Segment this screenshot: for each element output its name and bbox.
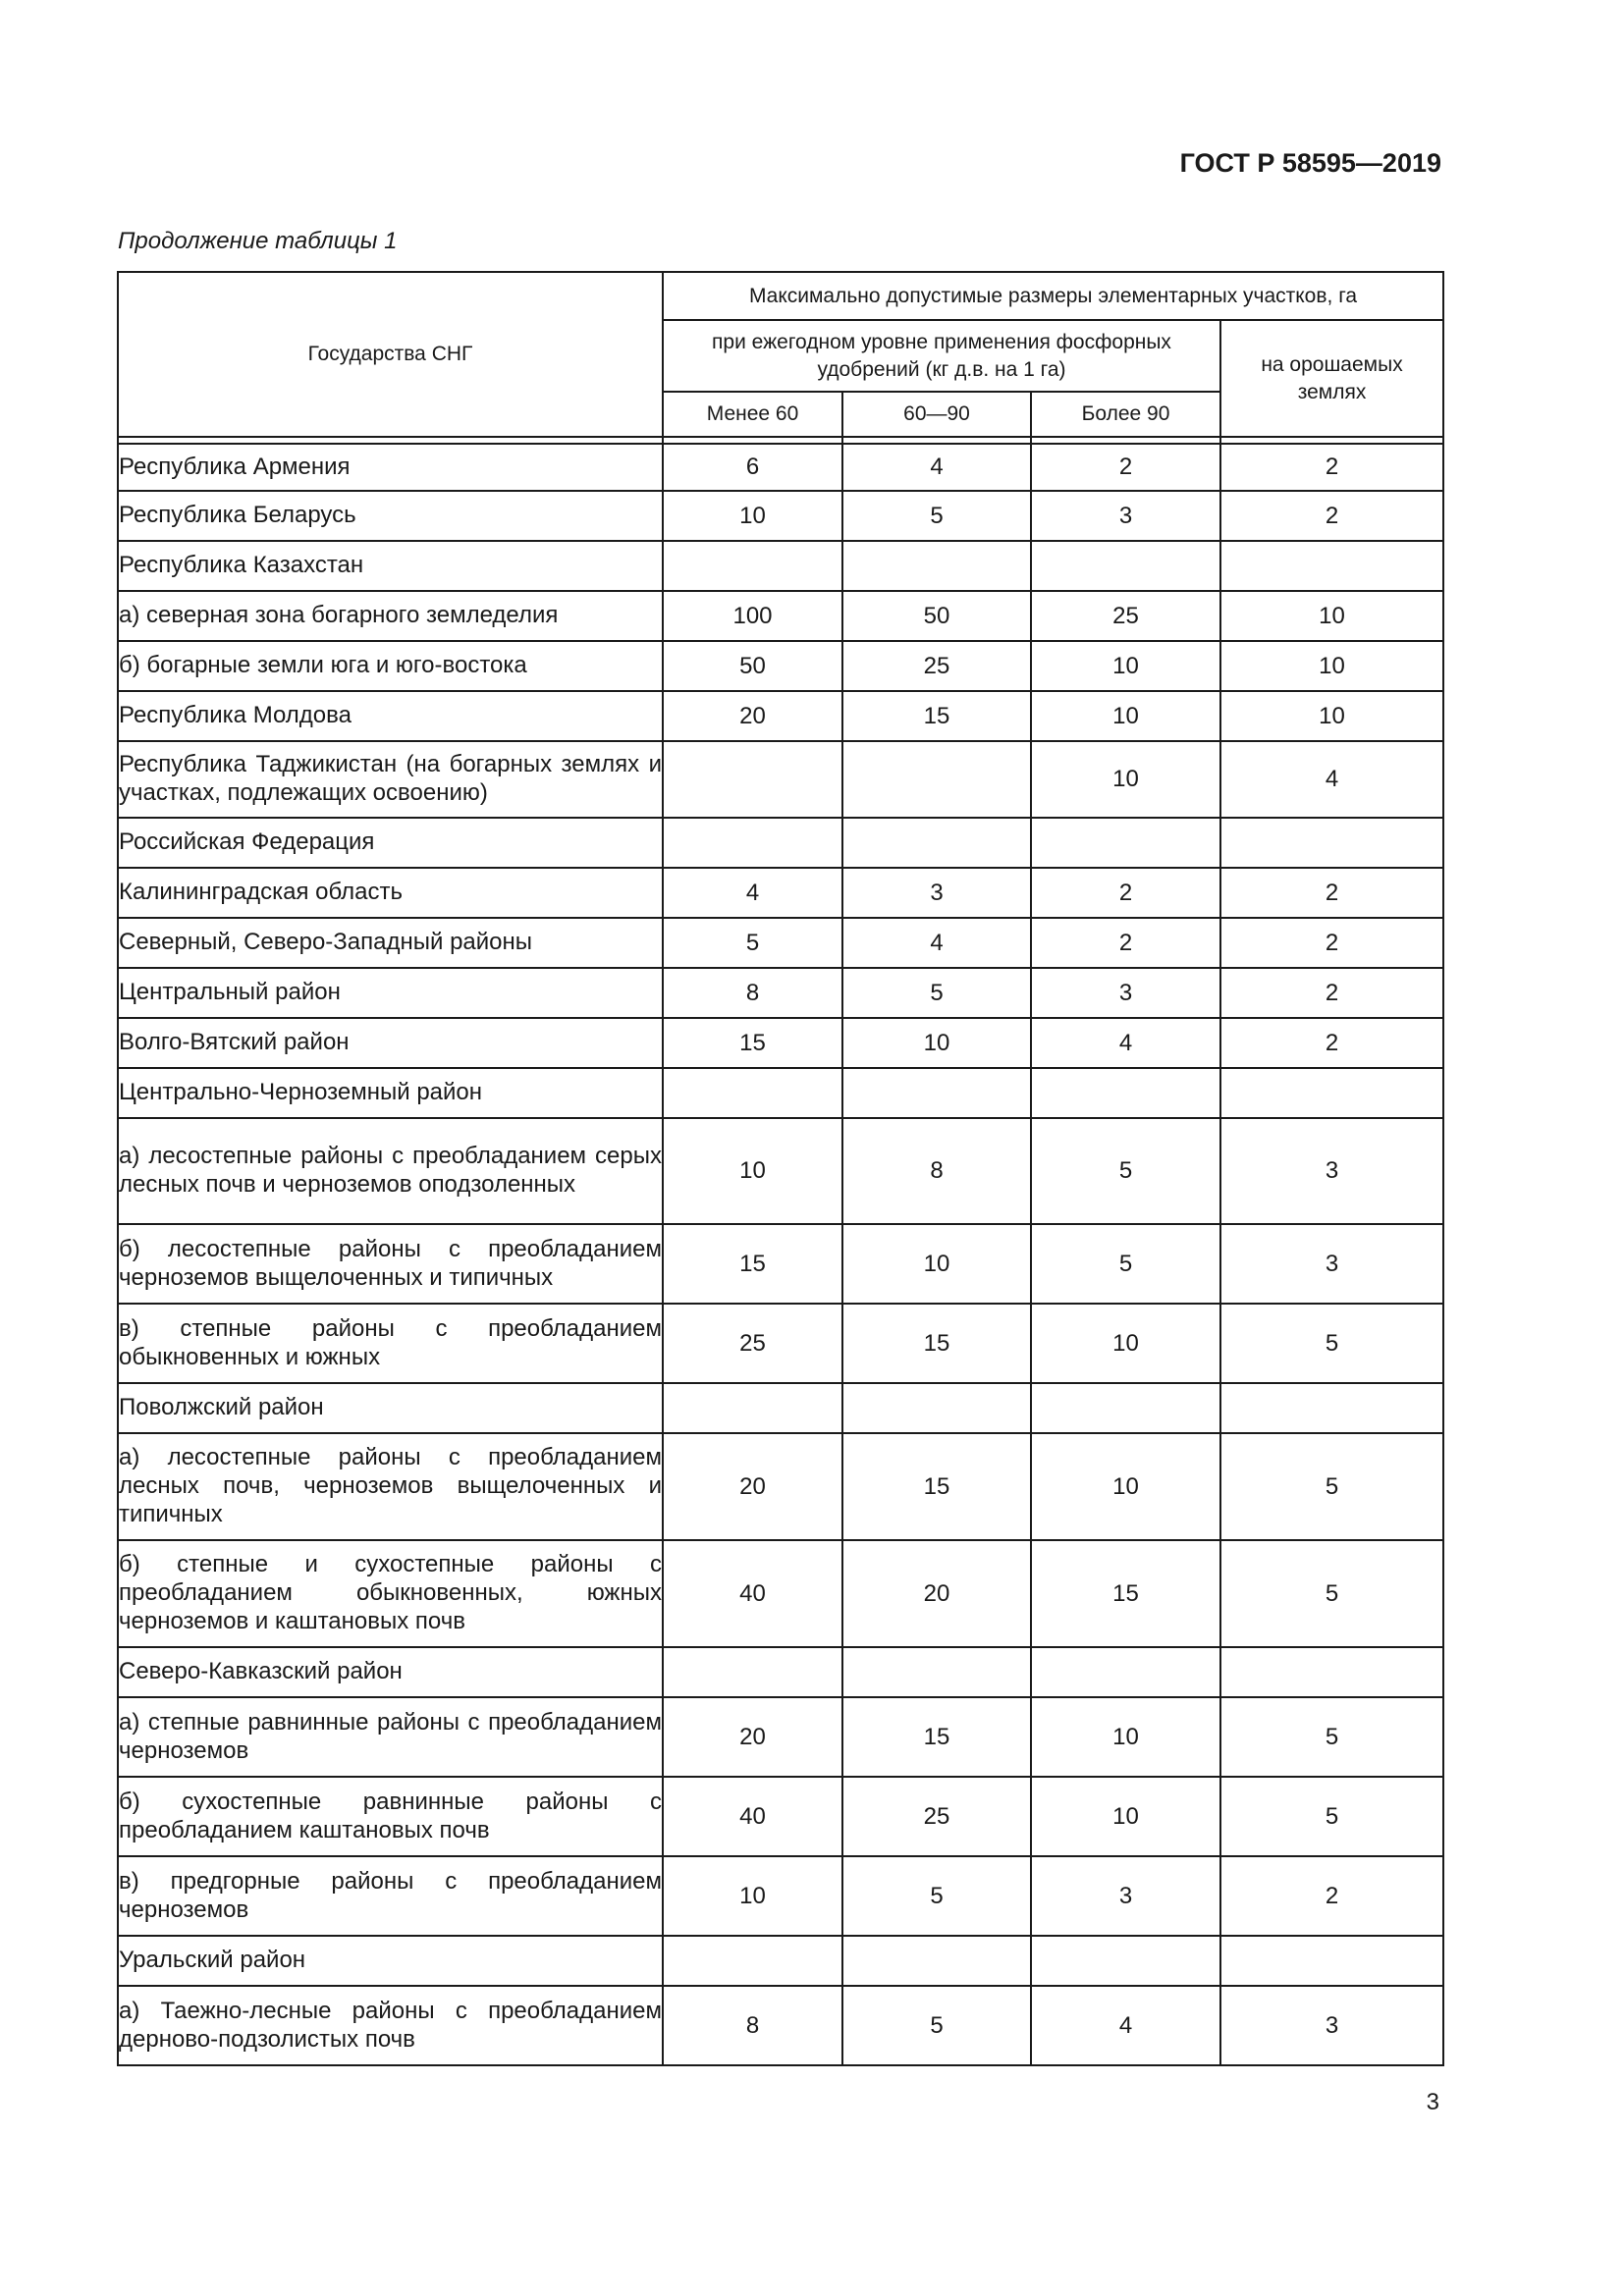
- table-row: [118, 1224, 1443, 1304]
- row-value-col-4: [1220, 1647, 1443, 1697]
- row-value-col-1: 6: [663, 444, 842, 491]
- row-region-name: а) лесостепные районы с преобладанием серых лесных почв и черноземов оподзоленных: [118, 1118, 663, 1224]
- row-value-col-1: 10: [663, 1856, 842, 1936]
- row-region-name: Республика Беларусь: [118, 491, 663, 541]
- row-value-col-3: 10: [1031, 1433, 1220, 1540]
- row-value-col-4: 2: [1220, 868, 1443, 918]
- row-value-col-3: [1031, 1936, 1220, 1986]
- row-region-name: б) лесостепные районы с преобладанием черноземов выщелоченных и типичных: [118, 1224, 663, 1304]
- row-value-col-3: 3: [1031, 968, 1220, 1018]
- row-region-name: Республика Армения: [118, 444, 663, 491]
- row-value-col-2: [842, 741, 1031, 818]
- row-value-col-1: [663, 741, 842, 818]
- row-value-col-3: 2: [1031, 868, 1220, 918]
- row-value-col-1: [663, 1647, 842, 1697]
- table-row: [118, 641, 1443, 691]
- row-value-col-3: [1031, 1068, 1220, 1118]
- row-value-col-3: 10: [1031, 691, 1220, 741]
- row-value-col-4: 3: [1220, 1118, 1443, 1224]
- row-region-name: а) северная зона богарного земледелия: [118, 591, 663, 641]
- row-value-col-2: 25: [842, 641, 1031, 691]
- row-value-col-4: 2: [1220, 1018, 1443, 1068]
- row-value-col-3: 5: [1031, 1118, 1220, 1224]
- table-row: [118, 1647, 1443, 1697]
- row-region-name: Северный, Северо-Западный районы: [118, 918, 663, 968]
- table-row: [118, 868, 1443, 918]
- row-value-col-1: 25: [663, 1304, 842, 1383]
- table-row: [118, 1118, 1443, 1224]
- table-row: [118, 1304, 1443, 1383]
- row-value-col-1: 20: [663, 1433, 842, 1540]
- header-more-90: Более 90: [1031, 392, 1220, 437]
- table-row: [118, 444, 1443, 491]
- row-value-col-4: 10: [1220, 691, 1443, 741]
- row-region-name: Северо-Кавказский район: [118, 1647, 663, 1697]
- row-value-col-3: 10: [1031, 1777, 1220, 1856]
- row-region-name: Республика Таджикистан (на богарных землях и участках, подлежащих освоению): [118, 741, 663, 818]
- row-region-name: б) степные и сухостепные районы с преобладанием обыкновенных, южных черноземов и каштановых почв: [118, 1540, 663, 1647]
- table-row: [118, 1936, 1443, 1986]
- row-value-col-1: [663, 541, 842, 591]
- row-value-col-2: 5: [842, 491, 1031, 541]
- row-region-name: а) степные равнинные районы с преобладанием черноземов: [118, 1697, 663, 1777]
- row-region-name: б) богарные земли юга и юго-востока: [118, 641, 663, 691]
- row-region-name: Российская Федерация: [118, 818, 663, 868]
- row-value-col-4: 10: [1220, 641, 1443, 691]
- table-row: [118, 818, 1443, 868]
- row-region-name: Центрально-Черноземный район: [118, 1068, 663, 1118]
- row-value-col-1: 15: [663, 1224, 842, 1304]
- row-value-col-1: [663, 1383, 842, 1433]
- table-row: [118, 918, 1443, 968]
- row-value-col-2: [842, 1647, 1031, 1697]
- table-row: [118, 1986, 1443, 2065]
- row-value-col-1: 20: [663, 691, 842, 741]
- row-value-col-3: 3: [1031, 1856, 1220, 1936]
- row-value-col-2: 5: [842, 1856, 1031, 1936]
- row-value-col-1: [663, 1068, 842, 1118]
- row-value-col-2: 25: [842, 1777, 1031, 1856]
- row-value-col-2: 5: [842, 1986, 1031, 2065]
- header-irrigated-line-2: землях: [1297, 380, 1367, 403]
- row-value-col-3: 2: [1031, 444, 1220, 491]
- table-row: [118, 691, 1443, 741]
- page-number: 3: [1426, 2089, 1439, 2115]
- row-region-name: Уральский район: [118, 1936, 663, 1986]
- row-value-col-4: [1220, 1936, 1443, 1986]
- row-region-name: а) Таежно-лесные районы с преобладанием дерново-подзолистых почв: [118, 1986, 663, 2065]
- row-value-col-4: 2: [1220, 444, 1443, 491]
- row-region-name: Калининградская область: [118, 868, 663, 918]
- row-value-col-2: 15: [842, 1697, 1031, 1777]
- row-value-col-4: [1220, 1383, 1443, 1433]
- row-value-col-1: 100: [663, 591, 842, 641]
- row-value-col-4: [1220, 1068, 1443, 1118]
- header-annual-application: [663, 320, 1220, 392]
- header-gap-row: [118, 437, 1443, 444]
- row-value-col-3: 10: [1031, 1304, 1220, 1383]
- row-value-col-3: 5: [1031, 1224, 1220, 1304]
- table-row: [118, 1856, 1443, 1936]
- row-value-col-3: 15: [1031, 1540, 1220, 1647]
- row-value-col-2: 10: [842, 1224, 1031, 1304]
- row-value-col-3: [1031, 541, 1220, 591]
- document-code: ГОСТ Р 58595—2019: [1179, 148, 1441, 178]
- row-value-col-3: 10: [1031, 741, 1220, 818]
- table-row: [118, 491, 1443, 541]
- row-value-col-2: [842, 1068, 1031, 1118]
- row-region-name: б) сухостепные равнинные районы с преобладанием каштановых почв: [118, 1777, 663, 1856]
- row-value-col-4: 2: [1220, 491, 1443, 541]
- row-value-col-1: 40: [663, 1777, 842, 1856]
- table-row: [118, 1068, 1443, 1118]
- table-row: [118, 1697, 1443, 1777]
- row-value-col-1: [663, 1936, 842, 1986]
- header-row-1: [118, 272, 1443, 320]
- table-row: [118, 1018, 1443, 1068]
- row-region-name: Центральный район: [118, 968, 663, 1018]
- row-value-col-2: 15: [842, 1304, 1031, 1383]
- row-region-name: Волго-Вятский район: [118, 1018, 663, 1068]
- header-irrigated: [1220, 320, 1443, 437]
- table-row: [118, 1777, 1443, 1856]
- table-row: [118, 968, 1443, 1018]
- table-row: [118, 541, 1443, 591]
- table-row: [118, 741, 1443, 818]
- row-value-col-2: 8: [842, 1118, 1031, 1224]
- row-value-col-3: 4: [1031, 1018, 1220, 1068]
- row-value-col-3: 4: [1031, 1986, 1220, 2065]
- row-value-col-4: [1220, 541, 1443, 591]
- row-value-col-1: 50: [663, 641, 842, 691]
- row-region-name: в) степные районы с преобладанием обыкновенных и южных: [118, 1304, 663, 1383]
- row-value-col-3: [1031, 818, 1220, 868]
- row-value-col-4: 2: [1220, 968, 1443, 1018]
- row-value-col-4: 3: [1220, 1224, 1443, 1304]
- table-row: [118, 1383, 1443, 1433]
- row-value-col-1: 40: [663, 1540, 842, 1647]
- row-value-col-3: 2: [1031, 918, 1220, 968]
- header-states: Государства СНГ: [118, 272, 663, 437]
- row-value-col-1: [663, 818, 842, 868]
- row-value-col-4: [1220, 818, 1443, 868]
- row-value-col-2: 10: [842, 1018, 1031, 1068]
- row-region-name: а) лесостепные районы с преобладанием лесных почв, черноземов выщелоченных и типичных: [118, 1433, 663, 1540]
- row-value-col-4: 3: [1220, 1986, 1443, 2065]
- row-value-col-4: 2: [1220, 1856, 1443, 1936]
- row-value-col-2: 15: [842, 1433, 1031, 1540]
- row-value-col-1: 8: [663, 1986, 842, 2065]
- row-region-name: Республика Молдова: [118, 691, 663, 741]
- row-value-col-1: 8: [663, 968, 842, 1018]
- row-region-name: Поволжский район: [118, 1383, 663, 1433]
- header-less-60: Менее 60: [663, 392, 842, 437]
- table-continuation-caption: Продолжение таблицы 1: [118, 228, 398, 254]
- row-value-col-4: 5: [1220, 1697, 1443, 1777]
- row-value-col-4: 10: [1220, 591, 1443, 641]
- row-value-col-3: 3: [1031, 491, 1220, 541]
- row-value-col-4: 4: [1220, 741, 1443, 818]
- row-value-col-2: [842, 1936, 1031, 1986]
- header-irrigated-line-1: на орошаемых: [1261, 353, 1403, 377]
- header-max-sizes: Максимально допустимые размеры элементарных участков, га: [663, 272, 1443, 320]
- table-row: [118, 591, 1443, 641]
- header-annual-line-1: при ежегодном уровне применения фосфорных: [712, 331, 1171, 354]
- row-region-name: Республика Казахстан: [118, 541, 663, 591]
- table-row: [118, 1433, 1443, 1540]
- row-value-col-2: [842, 1383, 1031, 1433]
- row-value-col-2: 5: [842, 968, 1031, 1018]
- row-value-col-3: 10: [1031, 1697, 1220, 1777]
- row-value-col-3: 25: [1031, 591, 1220, 641]
- header-60-90: 60—90: [842, 392, 1031, 437]
- row-value-col-4: 5: [1220, 1433, 1443, 1540]
- row-region-name: в) предгорные районы с преобладанием черноземов: [118, 1856, 663, 1936]
- row-value-col-2: [842, 541, 1031, 591]
- row-value-col-1: 20: [663, 1697, 842, 1777]
- row-value-col-2: 4: [842, 918, 1031, 968]
- row-value-col-2: 3: [842, 868, 1031, 918]
- header-annual-line-2: удобрений (кг д.в. на 1 га): [817, 357, 1066, 381]
- row-value-col-1: 5: [663, 918, 842, 968]
- row-value-col-2: 15: [842, 691, 1031, 741]
- row-value-col-1: 15: [663, 1018, 842, 1068]
- row-value-col-3: [1031, 1383, 1220, 1433]
- row-value-col-4: 5: [1220, 1540, 1443, 1647]
- row-value-col-4: 5: [1220, 1777, 1443, 1856]
- row-value-col-1: 10: [663, 1118, 842, 1224]
- row-value-col-4: 5: [1220, 1304, 1443, 1383]
- row-value-col-2: 20: [842, 1540, 1031, 1647]
- table-row: [118, 1540, 1443, 1647]
- regions-table: [117, 271, 1444, 2066]
- row-value-col-1: 10: [663, 491, 842, 541]
- row-value-col-3: [1031, 1647, 1220, 1697]
- row-value-col-4: 2: [1220, 918, 1443, 968]
- row-value-col-2: [842, 818, 1031, 868]
- row-value-col-2: 50: [842, 591, 1031, 641]
- row-value-col-3: 10: [1031, 641, 1220, 691]
- row-value-col-1: 4: [663, 868, 842, 918]
- row-value-col-2: 4: [842, 444, 1031, 491]
